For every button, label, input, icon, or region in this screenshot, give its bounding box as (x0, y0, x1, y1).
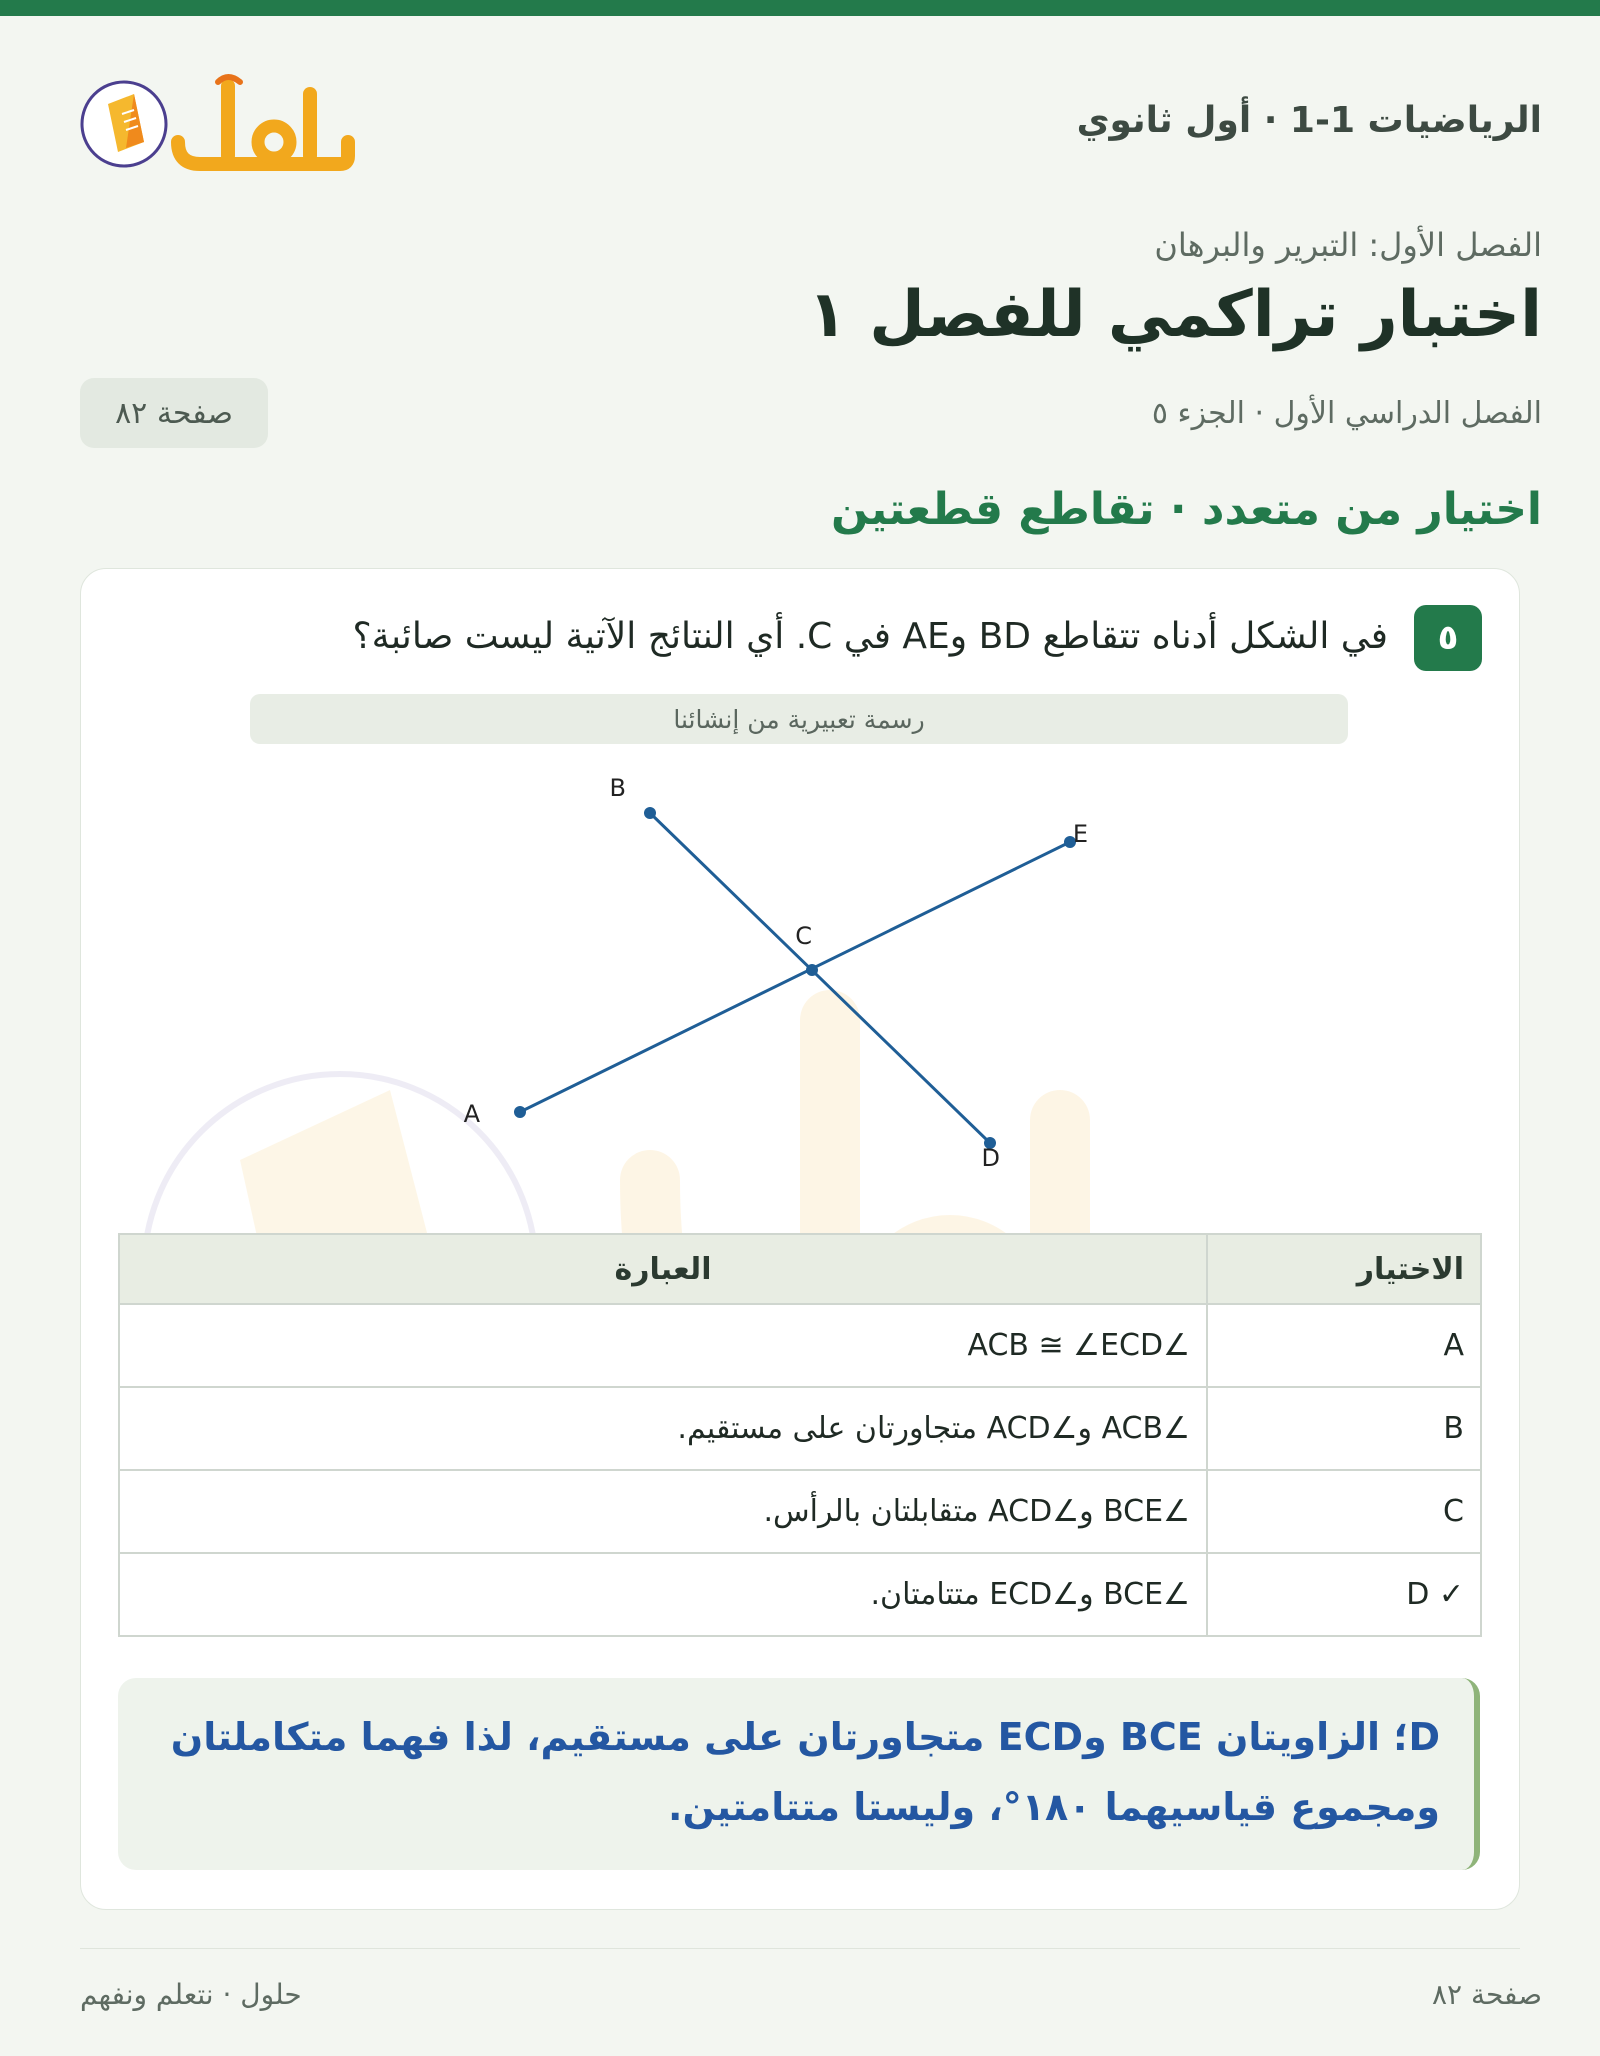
header-choice: الاختيار (1207, 1234, 1481, 1304)
table-row (119, 1553, 1481, 1636)
top-accent-bar (0, 0, 1600, 16)
choice-cell: C (1207, 1470, 1481, 1553)
section-heading: اختيار من متعدد · تقاطع قطعتين (831, 484, 1542, 535)
label-a: A (463, 1100, 480, 1128)
statement-cell: ∠ACB و∠ACD متجاورتان على مستقيم. (119, 1387, 1207, 1470)
answer-box: D؛ الزاويتان BCE وECD متجاورتان على مستقيم، لذا فهما متكاملتان ومجموع قياسيهما ١٨٠°، وليستا متتامتين. (118, 1678, 1480, 1870)
statement-cell: ∠BCE و∠ECD متتامتان. (119, 1553, 1207, 1636)
table-header-row (119, 1234, 1481, 1304)
footer-divider (80, 1948, 1520, 1949)
point-a (514, 1106, 526, 1118)
choice-cell: A (1207, 1304, 1481, 1387)
footer-brand: حلول · نتعلم ونفهم (80, 1978, 302, 2011)
table-row (119, 1387, 1481, 1470)
question-text: في الشكل أدناه تتقاطع BD وAE في C. أي النتائج الآتية ليست صائبة؟ (352, 616, 1388, 657)
page-badge: صفحة ٨٢ (80, 378, 268, 448)
statement-cell: ∠ACB ≅ ∠ECD (119, 1304, 1207, 1387)
label-e: E (1072, 820, 1088, 848)
geometry-figure (440, 760, 1160, 1180)
header-statement: العبارة (119, 1234, 1207, 1304)
label-c: C (795, 922, 812, 950)
table-row (119, 1470, 1481, 1553)
choice-cell: B (1207, 1387, 1481, 1470)
semester-label: الفصل الدراسي الأول · الجزء ٥ (1151, 396, 1542, 431)
label-d: D (981, 1144, 1000, 1172)
page-title: اختبار تراكمي للفصل ١ (807, 278, 1542, 352)
segment-bd (650, 813, 990, 1143)
segment-ae (520, 842, 1070, 1112)
table-row (119, 1304, 1481, 1387)
chapter-label: الفصل الأول: التبرير والبرهان (1154, 226, 1542, 264)
point-c (806, 964, 818, 976)
choice-cell-correct: ✓ D (1207, 1553, 1481, 1636)
footer-page-number: صفحة ٨٢ (1431, 1978, 1542, 2011)
choices-table (118, 1233, 1482, 1637)
figure-caption: رسمة تعبيرية من إنشائنا (250, 694, 1348, 744)
header-title: الرياضيات 1-1 · أول ثانوي (1076, 100, 1542, 141)
point-b (644, 807, 656, 819)
label-b: B (609, 774, 626, 802)
statement-cell: ∠BCE و∠ACD متقابلتان بالرأس. (119, 1470, 1207, 1553)
logo-icon (78, 64, 358, 184)
question-number-badge: ٥ (1414, 605, 1482, 671)
